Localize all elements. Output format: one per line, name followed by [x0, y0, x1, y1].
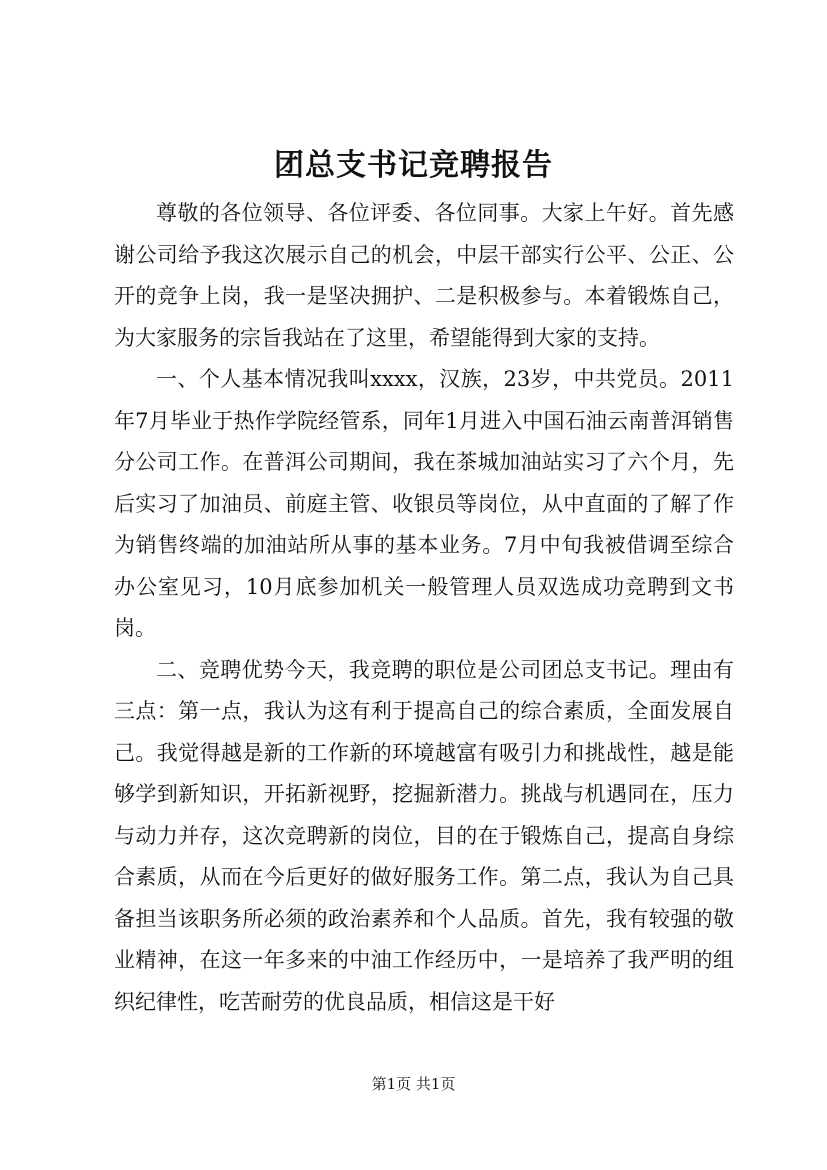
page-footer: 第1页 共1页	[371, 1075, 456, 1093]
document-body	[114, 193, 734, 1023]
paragraph-advantages: 二、竞聘优势今天，我竞聘的职位是公司团总支书记。理由有三点：第一点，我认为这有利于提高自己的综合素质，全面发展自己。我觉得越是新的工作新的环境越富有吸引力和挑战性，越是能够学到新知识，开拓新视野，挖掘新潜力。挑战与机遇同在，压力与动力并存，这次竞聘新的岗位，目的在于锻炼自己，提高自身综合素质，从而在今后更好的做好服务工作。第二点，我认为自己具备担当该职务所必须的政治素养和个人品质。首先，我有较强的敬业精神，在这一年多来的中油工作经历中，一是培养了我严明的组织纪律性，吃苦耐劳的优良品质，相信这是干好	[114, 657, 734, 1014]
document-title: 团总支书记竞聘报告	[274, 148, 553, 183]
paragraph-personal-info: 一、个人基本情况我叫xxxx，汉族，23岁，中共党员。2011年7月毕业于热作学院经管系，同年1月进入中国石油云南普洱销售分公司工作。在普洱公司期间，我在茶城加油站实习了六个月，先后实习了加油员、前庭主管、收银员等岗位，从中直面的了解了作为销售终端的加油站所从事的基本业务。7月中旬我被借调至综合办公室见习，10月底参加机关一般管理人员双选成功竞聘到文书岗。	[114, 367, 734, 640]
paragraph-greeting: 尊敬的各位领导、各位评委、各位同事。大家上午好。首先感谢公司给予我这次展示自己的机会，中层干部实行公平、公正、公开的竞争上岗，我一是坚决拥护、二是积极参与。本着锻炼自己，为大家服务的宗旨我站在了这里，希望能得到大家的支持。	[114, 201, 734, 350]
